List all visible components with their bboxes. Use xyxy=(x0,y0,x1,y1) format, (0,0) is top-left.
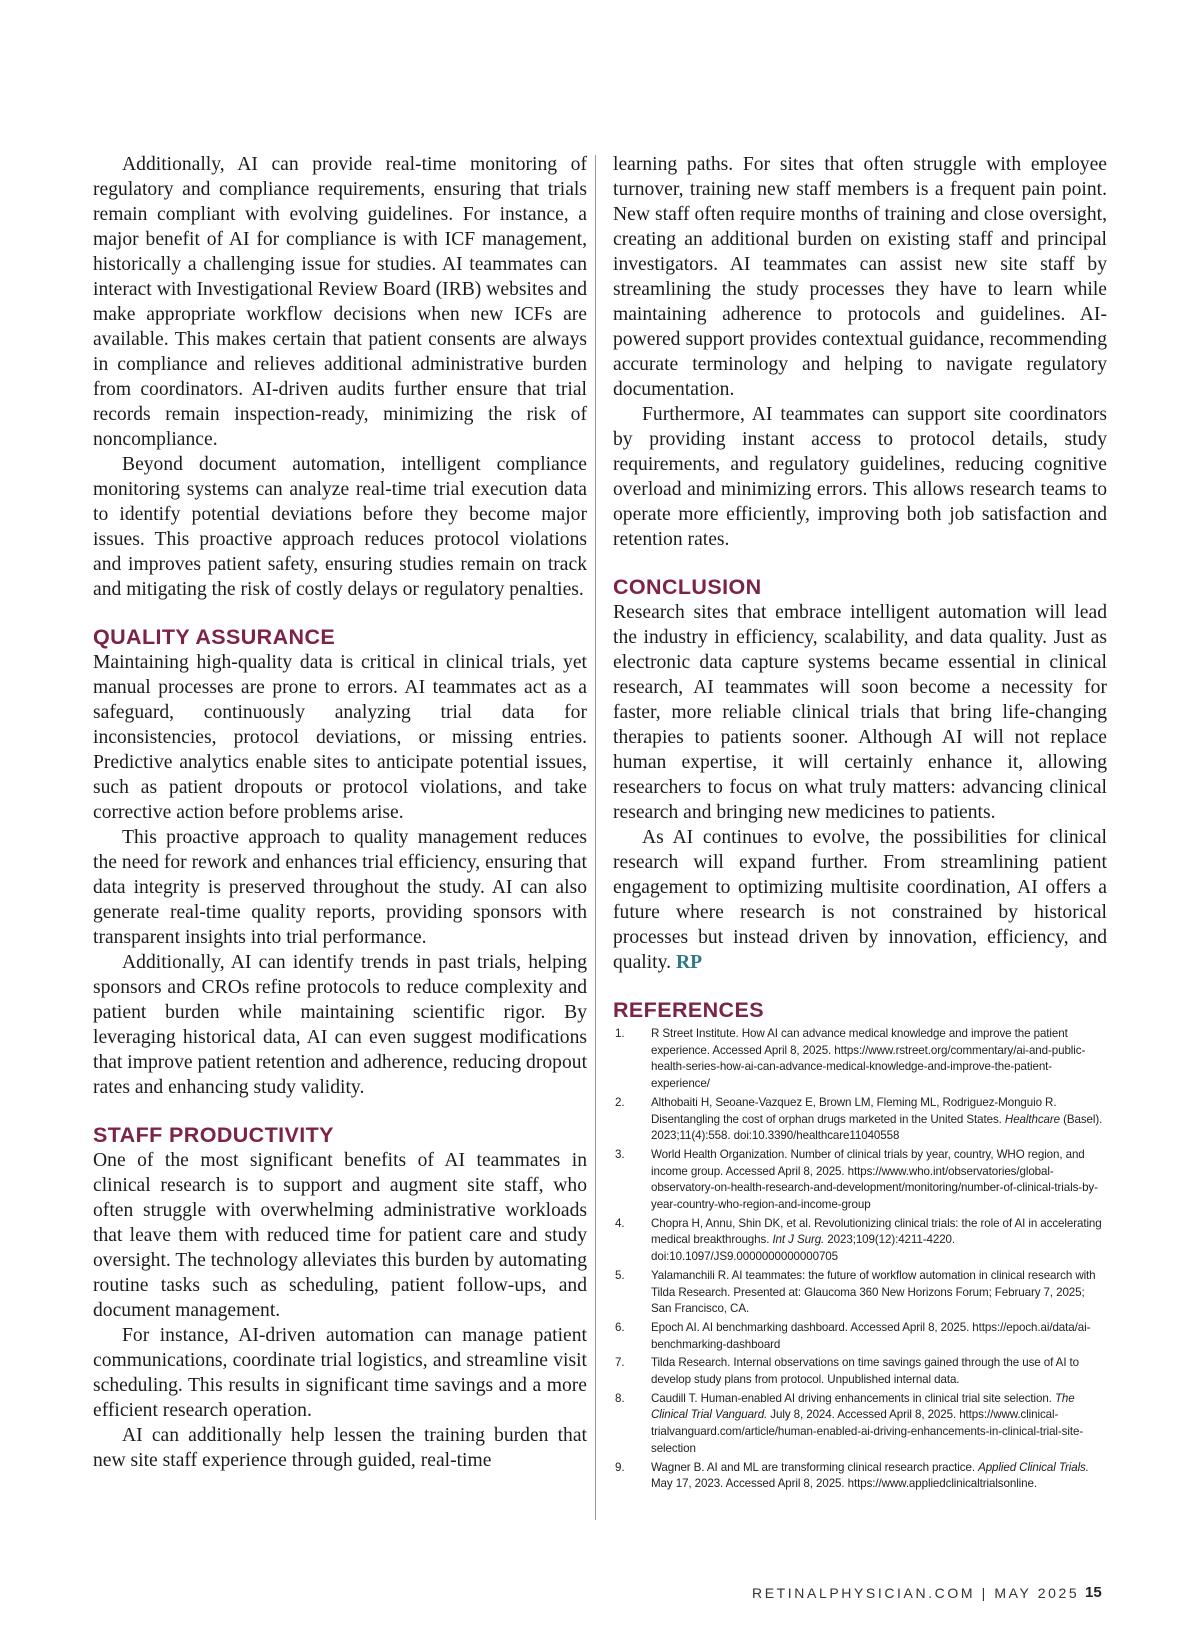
reference-number: 1. xyxy=(615,1027,625,1040)
conclusion-final-text: As AI continues to evolve, the possibilities for clinical research will expand further. From streamlining patient engagement to optimizing multisite coordination, AI offers a future where research is not constrained by historical processes but instead driven by innovation, efficiency, and quality. xyxy=(613,827,1107,973)
reference-text: World Health Organization. Number of clinical trials by year, country, WHO region, and income group. Accessed April 8, 2025. https://www.who.int/observatories/global-observatory-on-health-research-and-development/monitoring/number-of-clinical-trials-by-year-country-who-region-and-income-group xyxy=(651,1147,1098,1212)
reference-text-cont: 2023;109(12):4211-4220. doi:10.1097/JS9.0000000000000705 xyxy=(651,1233,956,1264)
end-mark: RP xyxy=(675,952,703,973)
reference-item xyxy=(613,1355,1107,1388)
reference-item xyxy=(613,1026,1107,1093)
section-heading-staff-productivity: STAFF PRODUCTIVITY xyxy=(93,1123,334,1147)
reference-text-cont: (Basel). 2023;11(4):558. doi:10.3390/healthcare11040558 xyxy=(651,1112,1103,1143)
body-paragraph: learning paths. For sites that often struggle with employee turnover, training new staff members is a frequent pain point. New staff often require months of training and close oversight, creating an additional burden on existing staff and principal investigators. AI teammates can assist new site staff by streamlining the study processes they have to learn while maintaining adherence to protocols and guidelines. AI-powered support provides contextual guidance, recommending accurate terminology and helping to navigate regulatory documentation. xyxy=(613,154,1107,400)
reference-item xyxy=(613,1460,1107,1493)
reference-item xyxy=(613,1320,1107,1353)
reference-number: 8. xyxy=(615,1391,625,1405)
section-heading-conclusion: CONCLUSION xyxy=(613,575,762,599)
section-heading-references: REFERENCES xyxy=(613,998,764,1022)
reference-text: Althobaiti H, Seoane-Vazquez E, Brown LM, Fleming ML, Rodriguez-Monguio R. Disentangling the cost of orphan drugs marketed in the United States. xyxy=(651,1095,1057,1126)
reference-text: Wagner B. AI and ML are transforming clinical research practice. xyxy=(651,1460,979,1474)
reference-number: 2. xyxy=(615,1095,625,1109)
reference-journal: Healthcare xyxy=(1004,1112,1060,1126)
body-paragraph xyxy=(613,825,1107,975)
footer-site-date: RETINALPHYSICIAN.COM | MAY 2025 xyxy=(752,1585,1080,1601)
reference-journal: The Clinical Trial Vanguard. xyxy=(651,1391,1075,1422)
reference-text-cont: May 17, 2023. Accessed April 8, 2025. https://www.appliedclinicaltrialsonline. xyxy=(651,1477,1037,1491)
body-paragraph: For instance, AI-driven automation can manage patient communications, coordinate trial logistics, and streamline visit scheduling. This results in significant time savings and a more efficient research operation. xyxy=(93,1325,587,1421)
reference-item xyxy=(613,1095,1107,1145)
body-paragraph: Additionally, AI can identify trends in past trials, helping sponsors and CROs refine protocols to reduce complexity and patient burden while maintaining scientific rigor. By leveraging historical data, AI can even suggest modifications that improve patient retention and adherence, reducing dropout rates and enhancing study validity. xyxy=(93,952,588,1098)
reference-number: 3. xyxy=(615,1147,625,1161)
reference-text: Chopra H, Annu, Shin DK, et al. Revolutionizing clinical trials: the role of AI in accelerating medical breakthroughs. xyxy=(651,1216,1102,1247)
reference-number: 4. xyxy=(615,1216,625,1230)
reference-number: 6. xyxy=(615,1320,625,1334)
reference-journal: Applied Clinical Trials. xyxy=(978,1460,1089,1474)
reference-text: R Street Institute. How AI can advance medical knowledge and improve the patient experience. Accessed April 8, 2025. https://www.rstreet.org/commentary/ai-and-public-health-series-how-ai-can-advance-medical-knowledge-and-improve-the-patient-experience/ xyxy=(651,1027,1086,1091)
right-column xyxy=(613,152,1107,1495)
column-divider xyxy=(595,155,596,1520)
body-paragraph: Beyond document automation, intelligent compliance monitoring systems can analyze real-time trial execution data to identify potential deviations before they become major issues. This proactive approach reduces protocol violations and improves patient safety, ensuring studies remain on track and mitigating the risk of costly delays or regulatory penalties. xyxy=(93,454,587,600)
body-paragraph: Additionally, AI can provide real-time monitoring of regulatory and compliance requirements, ensuring that trials remain compliant with evolving guidelines. For instance, a major benefit of AI for compliance is with ICF management, historically a challenging issue for studies. AI teammates can interact with Investigational Review Board (IRB) websites and make appropriate workflow decisions when new ICFs are available. This makes certain that patient consents are always in compliance and relieves additional administrative burden from coordinators. AI-driven audits further ensure that trial records remain inspection-ready, minimizing the risk of noncompliance. xyxy=(93,154,587,450)
reference-text: Tilda Research. Internal observations on time savings gained through the use of AI to develop study plans from protocol. Unpublished internal data. xyxy=(651,1356,1080,1387)
reference-number: 5. xyxy=(615,1268,625,1282)
section-heading-quality-assurance: QUALITY ASSURANCE xyxy=(93,625,336,649)
reference-item xyxy=(613,1216,1107,1266)
reference-journal: Int J Surg. xyxy=(772,1233,825,1247)
body-paragraph: AI can additionally help lessen the training burden that new site staff experience through guided, real-time xyxy=(93,1425,587,1471)
references-list xyxy=(613,1026,1107,1493)
reference-item xyxy=(613,1147,1107,1214)
reference-item xyxy=(613,1268,1107,1318)
reference-text: Epoch AI. AI benchmarking dashboard. Accessed April 8, 2025. https://epoch.ai/data/ai-benchmarking-dashboard xyxy=(651,1320,1091,1351)
page-number: 15 xyxy=(1085,1584,1102,1601)
reference-item xyxy=(613,1391,1107,1458)
body-paragraph: Research sites that embrace intelligent automation will lead the industry in efficiency, scalability, and data quality. Just as electronic data capture systems became essential in clinical research, AI teammates will soon become a necessity for faster, more reliable clinical trials that bring life-changing therapies to patients sooner. Although AI will not replace human expertise, it will certainly enhance it, allowing researchers to focus on what truly matters: advancing clinical research and bringing new medicines to patients. xyxy=(613,602,1107,823)
reference-text: Yalamanchili R. AI teammates: the future of workflow automation in clinical research with Tilda Research. Presented at: Glaucoma 360 New Horizons Forum; February 7, 2025; San Francisco, CA. xyxy=(651,1268,1096,1316)
reference-number: 9. xyxy=(615,1460,625,1474)
reference-text-cont: July 8, 2024. Accessed April 8, 2025. https://www.clinicaltrialvanguard.com/article/human-enabled-ai-driving-enhancements-in-clinical-trial-site-selection xyxy=(651,1408,1084,1455)
body-paragraph: One of the most significant benefits of AI teammates in clinical research is to support and augment site staff, who often struggle with overwhelming administrative workloads that leave them with reduced time for patient care and study oversight. The technology alleviates this burden by automating routine tasks such as scheduling, patient follow-ups, and document management. xyxy=(93,1150,587,1321)
body-paragraph: Maintaining high-quality data is critical in clinical trials, yet manual processes are prone to errors. AI teammates act as a safeguard, continuously analyzing trial data for inconsistencies, protocol deviations, or missing entries. Predictive analytics enable sites to anticipate potential issues, such as patient dropouts or protocol violations, and take corrective action before problems arise. xyxy=(93,652,587,823)
reference-number: 7. xyxy=(615,1356,625,1370)
body-paragraph: Furthermore, AI teammates can support site coordinators by providing instant access to protocol details, study requirements, and regulatory guidelines, reducing cognitive overload and minimizing errors. This allows research teams to operate more efficiently, improving both job satisfaction and retention rates. xyxy=(613,404,1107,550)
left-column xyxy=(93,152,587,1473)
reference-text: Caudill T. Human-enabled AI driving enhancements in clinical trial site selection. xyxy=(651,1391,1055,1405)
body-paragraph: This proactive approach to quality management reduces the need for rework and enhances trial efficiency, ensuring that data integrity is preserved throughout the study. AI can also generate real-time quality reports, providing sponsors with transparent insights into trial performance. xyxy=(93,827,587,948)
